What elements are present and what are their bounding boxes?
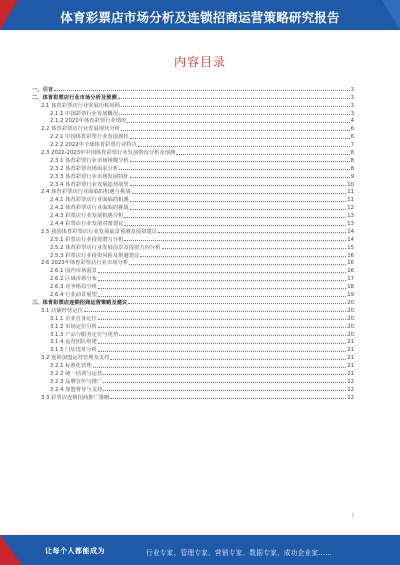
toc-entry-page: 21	[347, 363, 354, 370]
toc-entry-title: 2.4 体育彩票店行业面临的机遇与挑战	[41, 189, 131, 196]
toc-entry-title: 3.1.2 市场定位分析	[50, 323, 97, 330]
toc-leader-dots	[128, 303, 346, 304]
toc-entry-page: 20	[347, 331, 354, 338]
toc-entry-title: 3.1.5 门店选址分析	[50, 347, 97, 354]
toc-entry-page: 16	[347, 260, 354, 267]
toc-entry[interactable]	[32, 353, 354, 361]
toc-entry-page: 17	[347, 276, 354, 283]
toc-leader-dots	[98, 351, 346, 352]
toc-entry-page: 6	[350, 126, 354, 133]
toc-entry-page: 16	[347, 252, 354, 259]
toc-entry-title: 2.5.3 彩票店行业投资风险及规避建议	[50, 252, 140, 259]
toc-leader-dots	[132, 193, 347, 194]
footer-tagline: 行业专家、管理专家、营销专家、数据专家、成功企业家……	[146, 549, 333, 557]
toc-entry-page: 6	[350, 134, 354, 141]
toc-leader-dots	[98, 319, 346, 320]
toc-entry-title: 2.2.2 2022年全球体育彩票行业特点	[50, 142, 137, 149]
toc-entry[interactable]	[32, 164, 354, 172]
toc-entry-page: 11	[347, 197, 354, 204]
toc-entry[interactable]	[32, 330, 354, 338]
toc-entry-title: 2.3.1 体育彩票行业市场规模分析	[50, 157, 129, 164]
toc-entry-title: 2.3.2 体育彩票市场需求分析	[50, 165, 119, 172]
toc-leader-dots	[103, 390, 346, 391]
toc-entry[interactable]	[32, 219, 354, 227]
toc-entry-page: 20	[347, 299, 354, 306]
toc-entry-title: 2.3 2022-2023年中国体育彩票行业发展情况分析及预测	[41, 150, 176, 157]
toc-entry-title: 3.1.3 产品与服务定位与优势	[50, 331, 119, 338]
toc-entry-title: 2.5.1 彩票店行业投资潜力分析	[50, 236, 124, 243]
toc-entry-title: 2.4.2 体育彩票店行业面临的挑战	[50, 205, 129, 212]
toc-leader-dots	[93, 367, 347, 368]
toc-leader-dots	[98, 280, 346, 281]
toc-entry[interactable]	[32, 195, 354, 203]
toc-leader-dots	[140, 256, 346, 257]
toc-entry-page: 14	[347, 228, 354, 235]
toc-leader-dots	[84, 311, 346, 312]
toc-entry-title: 2.5 我国体育彩票店行业发展前景预测及投资建议	[41, 228, 158, 235]
toc-entry[interactable]	[32, 188, 354, 196]
toc-entry-title: 2.1.1 中国彩票行业发展概况	[50, 110, 119, 117]
toc-entry-title: 2.4.1 体育彩票店行业面临的机遇	[50, 197, 129, 204]
toc-leader-dots	[98, 343, 346, 344]
toc-entry[interactable]	[32, 393, 354, 401]
toc-entry-title: 2.6.1 国内市场前景	[50, 268, 97, 275]
toc-leader-dots	[127, 122, 349, 123]
toc-entry-title: 2.6.3 竞争格局分析	[50, 284, 97, 291]
toc-entry[interactable]	[32, 259, 354, 267]
toc-leader-dots	[110, 359, 346, 360]
toc-entry[interactable]	[32, 109, 354, 117]
toc-entry-page: 21	[347, 339, 354, 346]
toc-entry[interactable]	[32, 235, 354, 243]
toc-entry[interactable]	[32, 251, 354, 259]
toc-heading: 内容目录	[173, 55, 226, 69]
toc-entry-page: 11	[347, 189, 354, 196]
toc-entry[interactable]	[32, 282, 354, 290]
toc-entry[interactable]	[32, 180, 354, 188]
toc-entry[interactable]	[32, 314, 354, 322]
toc-entry[interactable]	[32, 148, 354, 156]
toc-entry[interactable]	[32, 203, 354, 211]
toc-leader-dots	[110, 398, 346, 399]
toc-entry[interactable]	[32, 361, 354, 369]
toc-entry[interactable]	[32, 274, 354, 282]
toc-leader-dots	[129, 264, 346, 265]
toc-leader-dots	[130, 161, 350, 162]
toc-leader-dots	[130, 138, 350, 139]
toc-leader-dots	[162, 248, 347, 249]
toc-entry-page: 8	[350, 165, 354, 172]
toc-entry-page: 22	[347, 394, 354, 401]
toc-entry-page: 13	[347, 213, 354, 220]
toc-entry-title: 2.6.4 行业前景展望	[50, 292, 97, 299]
toc-entry-page: 4	[350, 118, 354, 125]
footer-slogan: 让每个人都能成为	[45, 547, 105, 555]
toc-leader-dots	[138, 146, 350, 147]
toc-entry-page: 14	[347, 236, 354, 243]
toc-leader-dots	[158, 232, 346, 233]
toc-entry[interactable]	[32, 345, 354, 353]
toc-entry[interactable]	[32, 369, 354, 377]
toc-entry[interactable]	[32, 290, 354, 298]
toc-leader-dots	[118, 98, 350, 99]
toc-leader-dots	[103, 382, 346, 383]
toc-entry-title: 2.4.3 彩票店行业发展机遇分析	[50, 213, 124, 220]
toc-entry-title: 2.6.2 区域市场分布	[50, 276, 97, 283]
page-number: 1	[351, 513, 354, 518]
toc-entry[interactable]	[32, 172, 354, 180]
toc-entry-page: 22	[347, 386, 354, 393]
toc-entry-page: 22	[347, 378, 354, 385]
toc-entry[interactable]	[32, 211, 354, 219]
toc-entry-page: 3	[350, 110, 354, 117]
toc-entry-title: 3.2.1 标准化管理	[50, 363, 92, 370]
toc-leader-dots	[119, 169, 349, 170]
toc-entry[interactable]	[32, 338, 354, 346]
toc-entry-page: 21	[347, 370, 354, 377]
toc-entry-title: 一、引言	[32, 86, 54, 93]
toc-entry[interactable]	[32, 117, 354, 125]
toc-entry[interactable]	[32, 85, 354, 93]
footer-accent-stripe	[0, 535, 22, 565]
toc-entry-page: 13	[347, 221, 354, 228]
toc-entry-page: 8	[350, 157, 354, 164]
toc-entry-title: 3.2.4 加盟督导与支持	[50, 386, 103, 393]
toc-entry[interactable]	[32, 385, 354, 393]
toc-leader-dots	[98, 296, 346, 297]
toc-leader-dots	[103, 374, 346, 375]
toc-entry[interactable]	[32, 132, 354, 140]
toc-entry-page: 3	[350, 86, 354, 93]
toc-entry[interactable]	[32, 93, 354, 101]
toc-entry-page: 19	[347, 292, 354, 299]
toc-entry-page: 15	[347, 244, 354, 251]
toc-entry-title: 3.1 店铺经营定位	[41, 307, 83, 314]
toc-entry[interactable]	[32, 227, 354, 235]
toc-entry-page: 20	[347, 315, 354, 322]
toc-leader-dots	[119, 114, 349, 115]
footer-banner	[0, 535, 400, 565]
toc-entry[interactable]	[32, 377, 354, 385]
toc-entry[interactable]	[32, 156, 354, 164]
toc-entry-title: 3.1.1 企业自身定位	[50, 315, 97, 322]
toc-entry-title: 3.1.4 运营团队组建	[50, 339, 97, 346]
toc-entry[interactable]	[32, 298, 354, 306]
toc-entry-title: 三、体育彩票店连锁招商运营策略及建议	[32, 299, 128, 306]
toc-entry-page: 16	[347, 268, 354, 275]
toc-leader-dots	[176, 154, 349, 155]
header-banner	[0, 0, 400, 30]
toc-leader-dots	[98, 327, 346, 328]
toc-entry-page: 8	[350, 150, 354, 157]
toc-entry[interactable]	[32, 124, 354, 132]
toc-entry[interactable]	[32, 243, 354, 251]
toc-entry-page: 7	[350, 142, 354, 149]
toc-leader-dots	[121, 130, 350, 131]
toc-entry-page: 3	[350, 94, 354, 101]
toc-leader-dots	[130, 209, 347, 210]
toc-entry-title: 2.2.1 中国体育彩票行业发展现状	[50, 134, 129, 141]
toc-leader-dots	[98, 288, 346, 289]
toc-entry-title: 2.1.2 2021年体育彩票行业情况	[50, 118, 127, 125]
toc-leader-dots	[124, 217, 346, 218]
toc-entry-title: 2.3.3 体育彩票行业市场发展特征	[50, 173, 129, 180]
toc-entry-title: 2.6 2023年体育彩票店行业市场分析	[41, 260, 129, 267]
toc-entry[interactable]	[32, 322, 354, 330]
table-of-contents	[32, 85, 354, 401]
toc-leader-dots	[124, 240, 346, 241]
toc-entry-page: 21	[347, 347, 354, 354]
toc-entry-page: 20	[347, 323, 354, 330]
toc-entry-page: 3	[350, 102, 354, 109]
toc-leader-dots	[130, 201, 347, 202]
toc-entry-title: 2.3.4 体育彩票行业发展趋势展望	[50, 181, 129, 188]
toc-entry[interactable]	[32, 266, 354, 274]
toc-leader-dots	[130, 185, 347, 186]
toc-entry-title: 3.2.2 统一培训与运营	[50, 370, 103, 377]
toc-entry-page: 12	[347, 205, 354, 212]
toc-entry-title: 2.5.2 体育彩票店行业发展前景及投资方向分析	[50, 244, 161, 251]
toc-entry-title: 2.2 体育彩票店行业发展现状分析	[41, 126, 120, 133]
toc-entry[interactable]	[32, 101, 354, 109]
toc-entry-title: 2.4.4 彩票店行业发展对策建议	[50, 221, 124, 228]
report-title: 体育彩票店市场分析及连锁招商运营策略研究报告	[60, 10, 340, 25]
toc-leader-dots	[98, 272, 346, 273]
toc-entry[interactable]	[32, 140, 354, 148]
toc-entry-page: 18	[347, 284, 354, 291]
toc-entry-page: 10	[347, 181, 354, 188]
toc-leader-dots	[119, 335, 346, 336]
toc-entry-page: 20	[347, 307, 354, 314]
toc-leader-dots	[124, 225, 346, 226]
toc-entry[interactable]	[32, 306, 354, 314]
toc-entry-title: 3.2 连锁加盟运营管理及支持	[41, 355, 110, 362]
toc-entry-title: 3.3 彩票店连锁招商推广策略	[41, 394, 110, 401]
toc-leader-dots	[121, 106, 350, 107]
toc-entry-title: 二、体育彩票店行业市场分析及预测	[32, 94, 117, 101]
toc-entry-title: 3.2.3 品牌宣传与推广	[50, 378, 103, 385]
toc-entry-page: 9	[350, 173, 354, 180]
toc-entry-page: 21	[347, 355, 354, 362]
toc-leader-dots	[54, 90, 349, 91]
toc-entry-title: 2.1 体育彩票店行业发展历程回顾	[41, 102, 120, 109]
toc-leader-dots	[130, 177, 350, 178]
